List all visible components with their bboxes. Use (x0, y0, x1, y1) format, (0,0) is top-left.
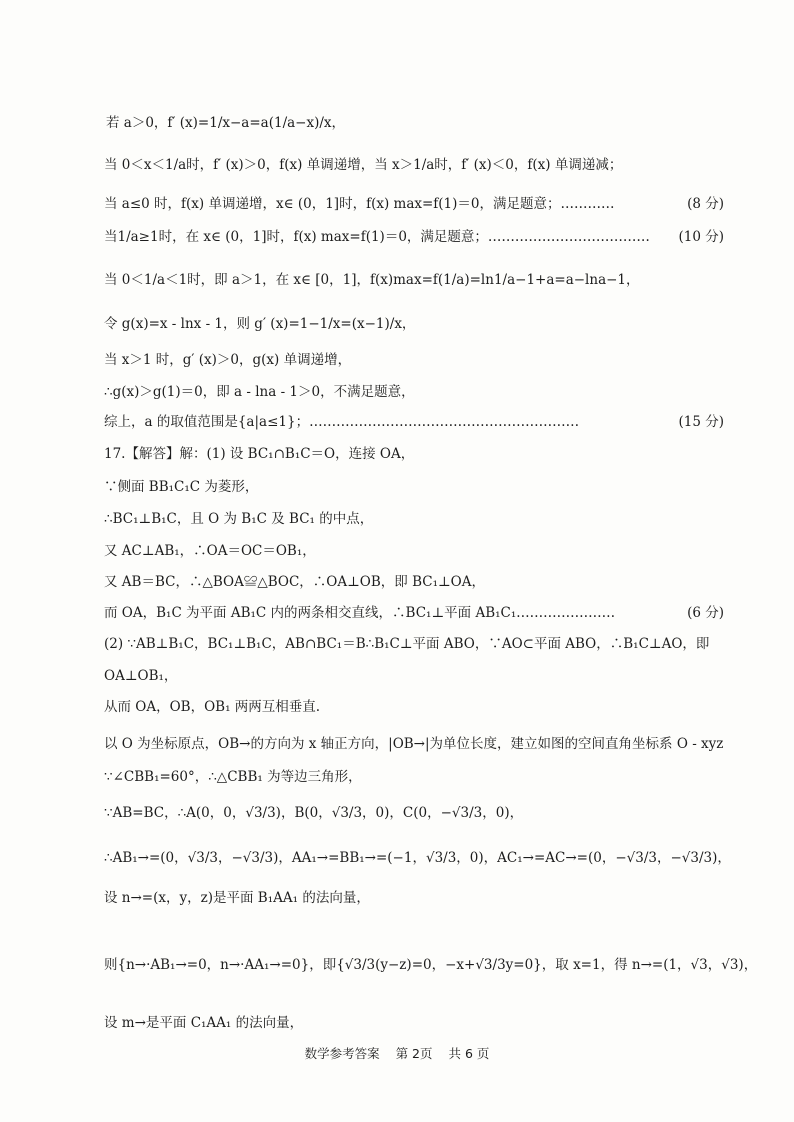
text-line-2: 当 0＜x＜1/a时，f′ (x)＞0，f(x) 单调递增，当 x＞1/a时，f′ (x)＜0，f(x) 单调递减； (104, 157, 623, 173)
text-line-15: 而 OA，B₁C 为平面 AB₁C 内的两条相交直线，∴BC₁⊥平面 AB₁C₁.………………… (6 分) (104, 605, 724, 621)
text-line-17: OA⊥OB₁， (104, 668, 178, 684)
text-line-12: ∴BC₁⊥B₁C，且 O 为 B₁C 及 BC₁ 的中点， (104, 511, 374, 527)
score-label: (8 分) (687, 196, 724, 212)
text-line-10: 17.【解答】解：(1) 设 BC₁∩B₁C＝O，连接 OA， (104, 446, 415, 462)
footer-subject: 数学参考答案 (304, 1046, 380, 1061)
text-line-18: 从而 OA，OB，OB₁ 两两互相垂直. (104, 699, 321, 715)
text-line-23: 设 n→=(x，y，z)是平面 B₁AA₁ 的法向量， (104, 890, 370, 906)
text-line-11: ∵侧面 BB₁C₁C 为菱形， (104, 479, 259, 495)
footer-total-pages: 共 6 页 (448, 1046, 490, 1061)
text-line-1: 若 a＞0，f′ (x)=1/x−a=a(1/a−x)/x， (106, 115, 346, 131)
text-line-14: 又 AB＝BC，∴△BOA≌△BOC，∴OA⊥OB，即 BC₁⊥OA， (104, 574, 485, 590)
text-line-13: 又 AC⊥AB₁，∴OA＝OC＝OB₁， (104, 543, 316, 559)
text-line-25: 设 m→是平面 C₁AA₁ 的法向量， (104, 1015, 304, 1031)
score-label: (10 分) (678, 229, 724, 245)
text-line-21: ∵AB=BC，∴A(0，0，√3/3)，B(0，√3/3，0)，C(0，−√3/3，0)， (104, 805, 524, 821)
text-line-7: 当 x＞1 时，g′ (x)＞0，g(x) 单调递增， (104, 352, 352, 368)
text-line-3: 当 a≤0 时，f(x) 单调递增，x∈ (0，1]时，f(x) max=f(1)＝0，满足题意；………… (8 分) (104, 196, 724, 212)
text-line-5: 当 0＜1/a＜1时，即 a＞1，在 x∈ [0，1]，f(x)max=f(1/a)=ln1/a−1+a=a−lna−1， (104, 272, 640, 288)
text-line-22: ∴AB₁→=(0，√3/3，−√3/3)，AA₁→=BB₁→=(−1，√3/3，0)，AC₁→=AC→=(0，−√3/3，−√3/3)， (104, 850, 731, 866)
text-line-16: (2) ∵AB⊥B₁C，BC₁⊥B₁C，AB∩BC₁＝B∴B₁C⊥平面 ABO，∵AO⊂平面 ABO，∴B₁C⊥AO，即 (104, 636, 710, 652)
text-line-9: 综上，a 的取值范围是{a|a≤1}；…………………………………………………… (15 分) (104, 414, 724, 430)
text-line-20: ∵∠CBB₁=60°，∴△CBB₁ 为等边三角形， (104, 769, 362, 785)
text-line-19: 以 O 为坐标原点，OB→的方向为 x 轴正方向，|OB→|为单位长度，建立如图的空间直角坐标系 O - xyz (104, 736, 724, 752)
score-label: (6 分) (687, 605, 724, 621)
text-line-4: 当1/a≥1时，在 x∈ (0，1]时，f(x) max=f(1)＝0，满足题意；……………………………… (10 分) (104, 229, 724, 245)
text-line-24: 则{n→·AB₁→=0，n→·AA₁→=0}，即{√3/3(y−z)=0，−x+√3/3y=0}，取 x=1，得 n→=(1，√3，√3)， (104, 957, 758, 973)
text-line-8: ∴g(x)＞g(1)＝0，即 a - lna - 1＞0，不满足题意， (104, 384, 415, 400)
text-line-6: 令 g(x)=x - lnx - 1，则 g′ (x)=1−1/x=(x−1)/x， (104, 316, 416, 332)
page-footer (0, 1044, 794, 1062)
footer-page-number: 第 2页 (395, 1046, 433, 1061)
score-label: (15 分) (678, 414, 724, 430)
